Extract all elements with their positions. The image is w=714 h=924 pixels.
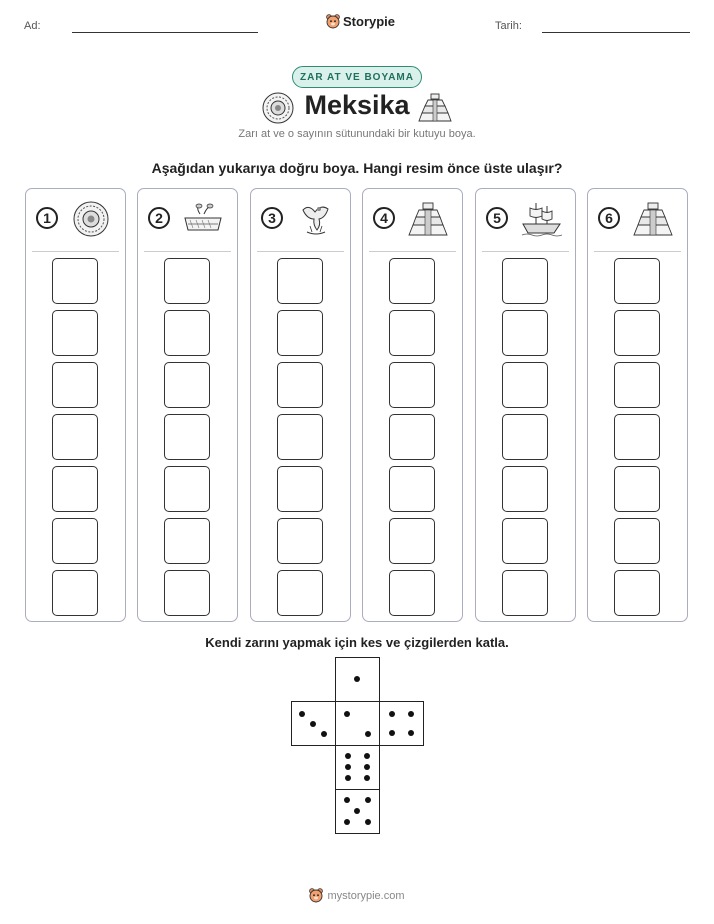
color-box[interactable] [389,258,435,304]
color-box[interactable] [502,414,548,460]
color-box[interactable] [614,570,660,616]
name-label: Ad: [24,20,41,32]
pip [344,819,350,825]
column-number: 5 [486,207,508,229]
color-box[interactable] [277,518,323,564]
footer [0,888,714,903]
trajinera-boat-icon [182,200,224,238]
pyramid-icon [632,200,674,238]
color-box[interactable] [52,570,98,616]
pip [321,731,327,737]
color-box[interactable] [164,518,210,564]
color-box[interactable] [164,414,210,460]
pip [408,711,414,717]
date-line[interactable] [542,32,690,33]
name-line[interactable] [72,32,258,33]
pip [354,676,360,682]
footer-url[interactable]: mystorypie.com [327,889,405,902]
eagle-emblem-icon [295,200,337,238]
date-label: Tarih: [495,20,522,32]
column-4 [362,188,463,622]
column-number: 6 [598,207,620,229]
brand-logo [326,14,395,29]
color-box[interactable] [502,570,548,616]
activity-badge: ZAR AT VE BOYAMA [292,66,422,88]
pip [344,797,350,803]
pip [389,711,395,717]
color-box[interactable] [502,310,548,356]
column-6 [587,188,688,622]
pip [365,797,371,803]
page-title: Meksika [304,90,410,120]
color-box[interactable] [614,466,660,512]
dice-face-three[interactable] [291,701,336,746]
column-2 [137,188,238,622]
color-box[interactable] [52,310,98,356]
color-box[interactable] [614,310,660,356]
color-box[interactable] [277,362,323,408]
color-box[interactable] [389,570,435,616]
column-divider [594,251,681,252]
pip [364,753,370,759]
pip [364,775,370,781]
color-box[interactable] [502,362,548,408]
column-divider [369,251,456,252]
color-box[interactable] [389,466,435,512]
color-box[interactable] [277,258,323,304]
color-box[interactable] [52,466,98,512]
bear-mascot-icon [326,14,340,29]
column-divider [144,251,231,252]
column-number: 3 [261,207,283,229]
pip [365,731,371,737]
dice-caption: Kendi zarını yapmak için kes ve çizgilerden katla. [205,635,509,650]
dice-face-five[interactable] [335,789,380,834]
pip [344,711,350,717]
column-number: 2 [148,207,170,229]
pip [365,819,371,825]
column-number: 1 [36,207,58,229]
dice-face-six[interactable] [335,745,380,790]
color-box[interactable] [164,258,210,304]
color-box[interactable] [389,414,435,460]
pip [354,808,360,814]
pip [310,721,316,727]
dice-face-two[interactable] [335,701,380,746]
instruction-text: Aşağıdan yukarıya doğru boya. Hangi resim önce üste ulaşır? [151,160,563,176]
color-box[interactable] [277,466,323,512]
color-box[interactable] [614,258,660,304]
color-box[interactable] [614,362,660,408]
color-box[interactable] [502,258,548,304]
column-number: 4 [373,207,395,229]
bear-mascot-icon [309,888,323,903]
color-box[interactable] [277,570,323,616]
color-box[interactable] [164,362,210,408]
color-box[interactable] [164,570,210,616]
color-box[interactable] [389,310,435,356]
pip [364,764,370,770]
color-box[interactable] [52,518,98,564]
column-5 [475,188,576,622]
color-box[interactable] [389,518,435,564]
color-box[interactable] [277,414,323,460]
column-divider [482,251,569,252]
column-1 [25,188,126,622]
color-box[interactable] [52,362,98,408]
aztec-calendar-icon [70,200,112,238]
color-box[interactable] [502,466,548,512]
color-box[interactable] [277,310,323,356]
color-box[interactable] [502,518,548,564]
pip [345,764,351,770]
color-box[interactable] [52,258,98,304]
pip [408,730,414,736]
pyramid-icon [407,200,449,238]
dice-face-four[interactable] [379,701,424,746]
pip [345,775,351,781]
pip [389,730,395,736]
color-box[interactable] [614,518,660,564]
galleon-ship-icon [520,200,562,238]
dice-face-one[interactable] [335,657,380,702]
brand-name: Storypie [343,14,396,29]
column-divider [32,251,119,252]
color-box[interactable] [52,414,98,460]
color-box[interactable] [614,414,660,460]
color-box[interactable] [164,310,210,356]
pyramid-icon [418,92,452,122]
column-3 [250,188,351,622]
color-box[interactable] [389,362,435,408]
pip [345,753,351,759]
pip [299,711,305,717]
column-divider [257,251,344,252]
page-subtitle: Zarı at ve o sayının sütunundaki bir kutuyu boya. [238,128,476,140]
color-box[interactable] [164,466,210,512]
